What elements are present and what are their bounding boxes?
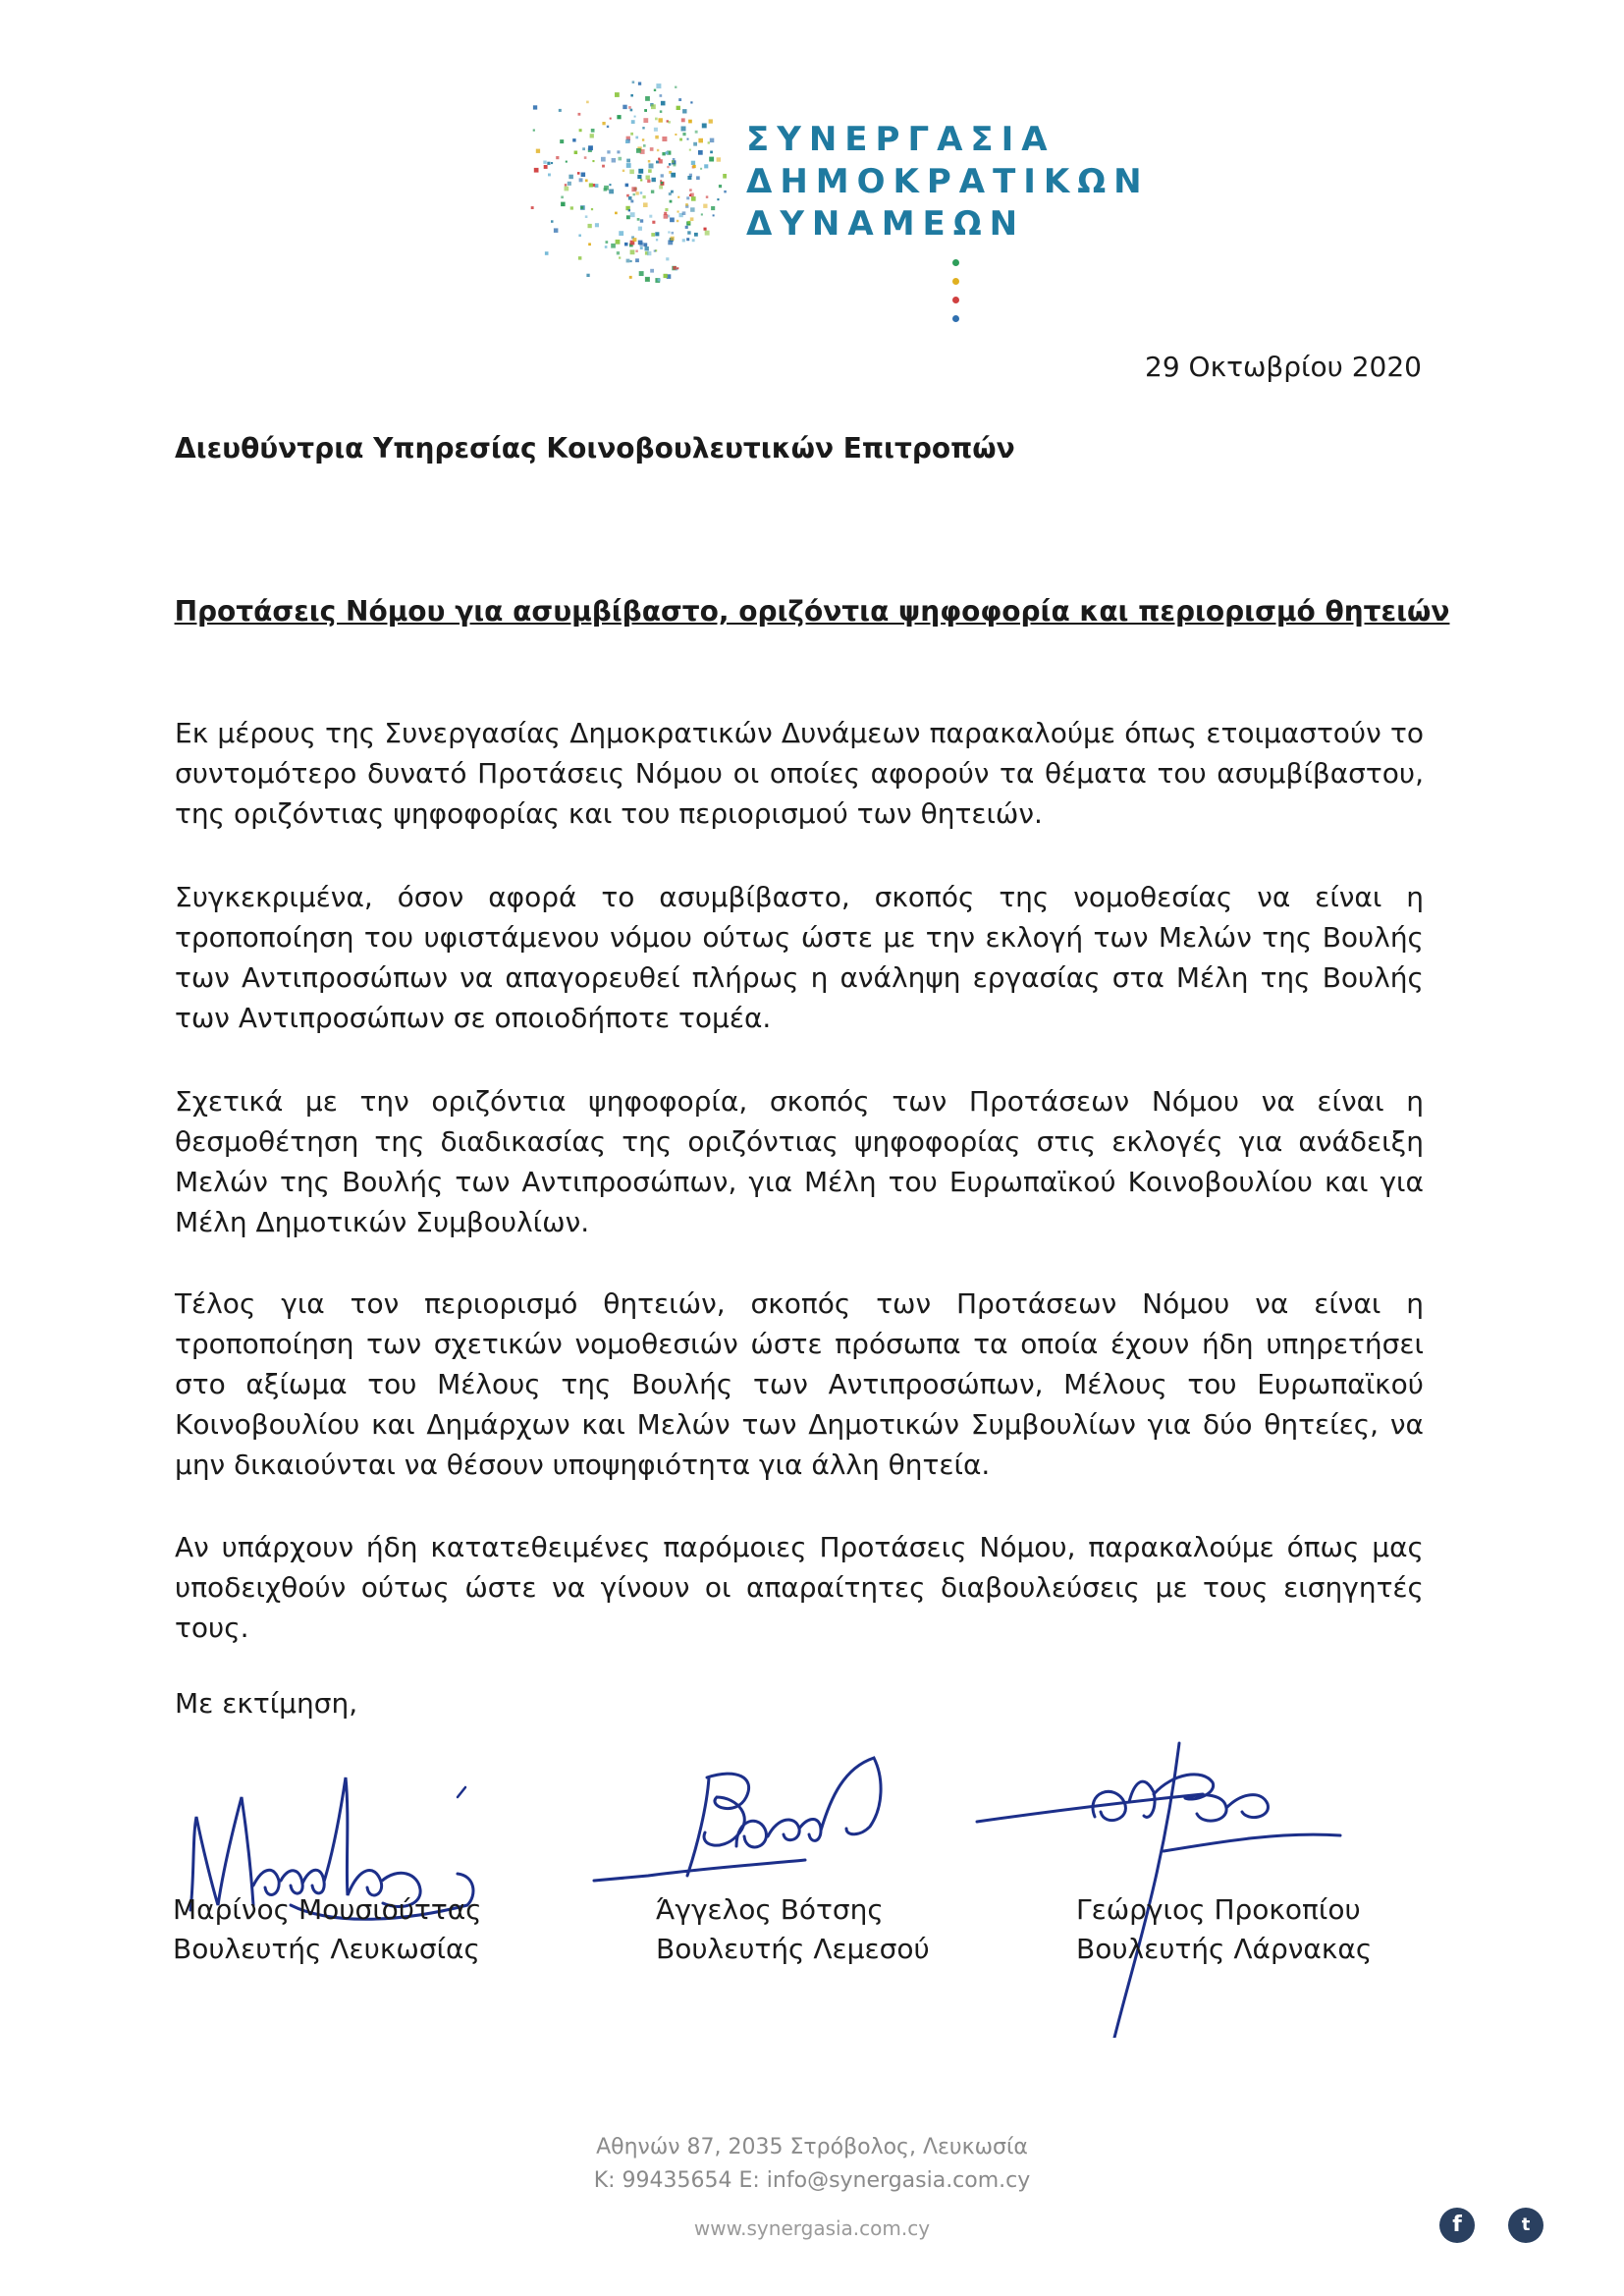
logo-pixel (548, 174, 551, 177)
logo-pixel (570, 206, 573, 209)
logo-pixel (568, 175, 573, 180)
logo-pixel (677, 211, 679, 213)
logo-pixel (660, 110, 663, 113)
logo-pixel (651, 191, 654, 193)
logo-pixel (647, 251, 651, 255)
logo-pixel (706, 195, 709, 198)
signature-3 (967, 1733, 1360, 2038)
footer-contact: K: 99435654 E: info@synergasia.com.cy (593, 2168, 1031, 2193)
logo-pixel (685, 203, 688, 206)
logo-pixel (626, 259, 630, 263)
logo-pixel (605, 246, 608, 248)
logo-pixel (656, 161, 659, 164)
logo-pixel (640, 246, 643, 249)
logo-pixel (629, 276, 632, 279)
logo-pixel (658, 158, 660, 160)
logo-pixel (602, 122, 605, 125)
logo-pixel (636, 148, 641, 153)
logo-pixel (592, 160, 594, 162)
logo-line-1: ΣΥΝΕΡΓΑΣΙΑ (746, 120, 1056, 159)
logo-pixel (639, 271, 644, 276)
logo-pixel (658, 279, 661, 282)
logo-pixel (668, 121, 671, 124)
logo-pixel (644, 109, 647, 112)
signature-2 (589, 1738, 913, 1895)
logo-pixel (669, 163, 672, 166)
subject-line: Προτάσεις Νόμου για ασυμβίβαστο, οριζόντια ψηφοφορία και περιορισμό θητειών (174, 595, 1450, 628)
logo-pixel (661, 182, 663, 184)
logo-pixel (630, 260, 632, 262)
logo-pixel (709, 119, 713, 123)
logo-pixel (668, 231, 670, 233)
logo-pixel (650, 269, 654, 273)
facebook-icon[interactable]: f (1439, 2208, 1475, 2243)
logo-pixel (704, 164, 708, 168)
logo-pixel (630, 94, 633, 97)
logo-pixel (634, 116, 636, 118)
logo-pixel (628, 209, 630, 211)
logo-pixel (635, 191, 638, 194)
logo-pixel (704, 228, 707, 231)
logo-pixel (672, 232, 675, 235)
logo-pixel (643, 195, 646, 198)
logo-pixel (651, 233, 655, 237)
logo-pixel (632, 81, 635, 83)
logo-pixel (628, 106, 631, 109)
logo-pixel (631, 187, 636, 191)
logo-dot (952, 297, 959, 303)
logo-pixel (643, 144, 646, 147)
logo-pixel (601, 157, 606, 162)
logo-pixel (719, 185, 722, 188)
logo-pixel (559, 109, 562, 112)
logo-pixel (698, 138, 703, 143)
logo-pixel (619, 157, 623, 161)
logo-pixel (628, 196, 632, 200)
logo-pixel (589, 184, 593, 188)
logo-pixel (619, 231, 623, 236)
logo-pixel (624, 243, 628, 246)
logo-pixel (623, 105, 626, 109)
logo-pixel (686, 196, 689, 199)
logo-pixel (698, 150, 703, 155)
body-paragraph: Αν υπάρχουν ήδη κατατεθειμένες παρόμοιες Προτάσεις Νόμου, παρακαλούμε όπως μας υποδειχθούν ούτως ώστε να γίνουν οι απαραίτητες διαβουλεύσεις με τους εισηγητές τους. (175, 1531, 1424, 1644)
signer-name: Γεώργιος Προκοπίου (1076, 1893, 1361, 1926)
twitter-icon[interactable]: t (1508, 2208, 1543, 2243)
logo-pixel (615, 92, 620, 97)
signer-name: Άγγελος Βότσης (656, 1893, 884, 1926)
signer-name: Μαρίνος Μουσιούττας (173, 1893, 482, 1926)
logo-pixel (690, 217, 694, 221)
logo-pixel (615, 212, 618, 215)
logo-pixel (708, 141, 710, 143)
logo-pixel (682, 211, 686, 215)
logo-pixel (561, 202, 566, 207)
logo-pixel (638, 169, 643, 174)
signer-title: Βουλευτής Λεμεσού (656, 1933, 930, 1965)
logo-pixel (565, 187, 569, 191)
logo-pixel (644, 243, 648, 246)
logo-pixel (631, 120, 635, 124)
recipient: Διευθύντρια Υπηρεσίας Κοινοβουλευτικών Επιτροπών (175, 432, 1015, 465)
logo-pixel (717, 198, 719, 200)
logo-pixel (710, 138, 715, 143)
body-paragraph: Εκ μέρους της Συνεργασίας Δημοκρατικών Δυνάμεων παρακαλούμε όπως ετοιμαστούν το συντομότερο δυνατό Προτάσεις Νόμου οι οποίες αφορούν τα θέματα του ασυμβίβαστου, της οριζόντιας ψηφοφορίας και του περιορισμού των θητειών. (175, 717, 1424, 830)
logo-pixel (654, 89, 656, 91)
logo-pixel (531, 206, 534, 209)
logo-pixel (675, 134, 677, 136)
logo-pixel (662, 137, 667, 141)
closing: Με εκτίμηση, (175, 1687, 358, 1720)
logo-pixel (635, 137, 638, 139)
logo-pixel (661, 174, 664, 177)
logo-pixel (723, 174, 727, 179)
logo-pixel (643, 118, 648, 123)
logo-pixel (645, 277, 650, 282)
logo-pixel (572, 138, 575, 141)
logo-pixel (660, 94, 663, 97)
logo-pixel (693, 165, 696, 168)
logo-pixel (577, 172, 580, 175)
logo-pixel (682, 133, 685, 136)
logo-pixel (654, 128, 658, 132)
logo-pixel (586, 274, 589, 277)
logo-pixel (671, 237, 675, 241)
logo-pixel (551, 220, 554, 223)
logo-pixel (643, 202, 648, 207)
logo-pixel (595, 184, 599, 188)
logo-pixel (633, 193, 635, 195)
logo-pixel (666, 257, 669, 260)
logo-pixel (655, 136, 659, 139)
logo-pixel (533, 130, 535, 132)
logo-pixel (588, 243, 591, 246)
logo-pixel (630, 212, 635, 217)
logo-pixel (671, 173, 676, 178)
logo-pixel (612, 158, 617, 163)
logo-pixel (648, 169, 652, 173)
logo-pixel (659, 186, 663, 190)
logo-pixel (690, 207, 695, 212)
body-paragraph: Τέλος για τον περιορισμό θητειών, σκοπός των Προτάσεων Νόμου να είναι η τροποποίηση των σχετικών νομοθεσιών ώστε πρόσωπα τα οποία έχουν ήδη υπηρετήσει στο αξίωμα του Μέλους της Βουλής των Αντιπροσώπων, Μέλους του Ευρωπαϊκού Κοινοβουλίου και Δημάρχων και Μελών των Δημοτικών Συμβουλίων για δύο θητείες, να μην δικαιούνται να θέσουν υποψηφιότητα για άλλη θητεία. (175, 1287, 1424, 1481)
logo-dot (952, 259, 959, 266)
logo-pixel (671, 191, 674, 193)
logo-pixel (696, 176, 700, 180)
logo-pixel (691, 196, 696, 201)
logo-pixel (690, 101, 692, 103)
logo-pixel (675, 86, 677, 88)
logo-dot (952, 278, 959, 285)
logo-pixel (646, 176, 650, 180)
logo-pixel (609, 190, 614, 194)
logo-pixel (607, 150, 610, 153)
logo-pixel (681, 127, 686, 132)
logo-pixel (660, 180, 662, 182)
logo-pixel (607, 126, 609, 128)
logo-pixel (556, 156, 559, 159)
logo-pixel (635, 250, 637, 252)
logo-pixel (610, 118, 612, 120)
signer-title: Βουλευτής Λευκωσίας (173, 1933, 480, 1965)
logo-pixel (590, 134, 594, 137)
logo-pixel (579, 178, 583, 182)
logo-pixel (640, 219, 643, 222)
logo-pixel (602, 165, 605, 168)
logo-pixel (581, 173, 586, 178)
logo-pixel (649, 163, 654, 168)
logo-pixel (673, 266, 677, 270)
logo-pixel (568, 182, 571, 186)
logo-pixel (682, 239, 685, 242)
logo-pixel (591, 208, 593, 210)
logo-pixel (588, 145, 593, 150)
logo-pixel (630, 249, 635, 254)
logo-pixel (642, 138, 644, 140)
logo-pixel (586, 101, 589, 104)
logo-pixel (544, 165, 548, 169)
logo-pixel (640, 191, 643, 194)
logo-pixel (654, 250, 656, 252)
logo-pixel (686, 238, 689, 241)
logo-pixel (681, 118, 685, 122)
logo-pixel (623, 170, 624, 172)
logo-line-2: ΔΗΜΟΚΡΑΤΙΚΩΝ (746, 162, 1150, 201)
logo-pixel (666, 151, 669, 154)
logo-pixel (664, 274, 668, 278)
logo-pixel (619, 256, 621, 258)
dotted-head-logo-icon (530, 79, 727, 285)
logo-pixel (637, 218, 640, 221)
body-paragraph: Συγκεκριμένα, όσον αφορά το ασυμβίβαστο, σκοπός της νομοθεσίας να είναι η τροποποίηση του υφιστάμενου νόμου ούτως ώστε με την εκλογή των Μελών της Βουλής των Αντιπροσώπων να απαγορευθεί πλήρως η ανάληψη εργασίας στα Μέλη της Βουλής των Αντιπροσώπων σε οποιοδήποτε τομέα. (175, 881, 1424, 1034)
logo-pixel (582, 147, 585, 150)
logo-pixel (652, 178, 656, 182)
logo-pixel (645, 96, 650, 101)
logo-pixel (689, 189, 692, 191)
logo-pixel (560, 139, 564, 143)
logo-pixel (640, 179, 642, 181)
logo-pixel (677, 106, 680, 110)
logo-pixel (591, 129, 595, 133)
logo-pixel (665, 208, 668, 211)
logo-pixel (692, 239, 695, 242)
logo-pixel (551, 162, 553, 164)
logo-pixel (667, 166, 669, 168)
logo-pixel (578, 256, 582, 260)
logo-pixel (687, 138, 689, 140)
logo-pixel (711, 206, 715, 210)
logo-pixel (578, 235, 581, 238)
logo-pixel (566, 161, 568, 163)
logo-pixel (629, 170, 634, 175)
logo-pixel (710, 151, 713, 154)
logo-pixel (673, 163, 676, 166)
logo-pixel (626, 163, 631, 168)
logo-pixel (585, 215, 588, 218)
logo-pixel (533, 105, 537, 109)
logo-pixel (649, 215, 652, 218)
logo-pixel (617, 115, 621, 119)
logo-pixel (677, 196, 679, 198)
logo-pixel (645, 246, 649, 250)
logo-pixel (565, 184, 567, 186)
logo-pixel (703, 204, 707, 208)
logo-pixel (687, 231, 690, 234)
logo-pixel (554, 228, 559, 233)
logo-pixel (659, 118, 663, 122)
logo-pixel (637, 175, 641, 179)
logo-pixel (638, 227, 642, 231)
logo-pixel (617, 251, 620, 254)
logo-pixel (545, 251, 549, 255)
logo-pixel (656, 83, 661, 88)
logo-pixel (694, 233, 698, 237)
logo-pixel (709, 157, 714, 162)
logo-pixel (585, 180, 588, 183)
logo-pixel (650, 147, 654, 151)
logo-pixel (662, 152, 665, 155)
logo-pixel (595, 223, 599, 227)
logo-pixel (670, 218, 675, 223)
logo-pixel (625, 184, 629, 188)
logo-pixel (702, 124, 707, 129)
logo-pixel (689, 149, 691, 151)
logo-line-3: ΔΥΝΑΜΕΩΝ (746, 204, 1026, 244)
logo-pixel (652, 221, 655, 224)
logo-pixel (588, 224, 592, 228)
logo-pixel (661, 101, 666, 106)
logo-pixel (626, 215, 630, 219)
logo-pixel (606, 241, 609, 244)
logo-pixel (639, 243, 643, 246)
logo-pixel (713, 214, 715, 216)
logo-pixel (630, 133, 633, 136)
signer-3 (1076, 1890, 1372, 1969)
logo-pixel (687, 221, 690, 224)
logo-pixel (679, 138, 682, 141)
logo-pixel (689, 174, 692, 177)
logo-pixel (677, 220, 678, 222)
logo-pixel (657, 149, 659, 151)
logo-pixel (543, 161, 546, 164)
body-paragraph: Σχετικά με την οριζόντια ψηφοφορία, σκοπός των Προτάσεων Νόμου να είναι η θεσμοθέτηση της διαδικασίας της οριζόντιας ψηφοφορίας στις εκλογές για ανάδειξη Μελών της Βουλής των Αντιπροσώπων, για Μέλη του Ευρωπαϊκού Κοινοβουλίου και για Μέλη Δημοτικών Συμβουλίων. (175, 1085, 1424, 1238)
logo-pixel (693, 142, 697, 146)
logo-pixel (682, 109, 686, 113)
logo-pixel (705, 231, 710, 236)
logo-pixel (685, 226, 688, 229)
logo-pixel (638, 82, 641, 85)
logo-pixel (626, 159, 630, 163)
logo-pixel (651, 104, 656, 109)
logo-pixel (695, 131, 698, 134)
logo-pixel (584, 156, 587, 159)
logo-pixel (724, 191, 727, 193)
logo-pixel (547, 162, 550, 165)
logo-pixel (691, 161, 695, 165)
logo-pixel (677, 267, 678, 269)
logo-pixel (647, 180, 650, 183)
logo-pixel (690, 193, 694, 197)
logo-pixel (611, 244, 616, 248)
logo-pixel (580, 206, 583, 209)
logo-pixel (536, 149, 540, 153)
logo-dot (952, 315, 959, 322)
logo-pixel (655, 232, 659, 236)
logo-pixel (630, 109, 633, 112)
logo-pixel (664, 214, 669, 219)
logo-pixel (656, 239, 658, 241)
logo-pixel (574, 151, 578, 155)
logo-pixel (635, 258, 639, 262)
logo-pixel (630, 200, 633, 203)
logo-pixel (701, 213, 703, 215)
logo-pixel (700, 168, 702, 170)
logo-pixel (678, 98, 681, 101)
footer-address: Αθηνών 87, 2035 Στρόβολος, Λευκωσία (596, 2135, 1028, 2159)
logo-pixel (672, 160, 675, 163)
logo-pixel (625, 139, 629, 143)
signer-title: Βουλευτής Λάρνακας (1076, 1933, 1373, 1965)
logo-pixel (561, 196, 564, 199)
logo-pixel (670, 200, 673, 203)
logo-pixel (655, 118, 658, 121)
logo-pixel (642, 127, 644, 129)
logo-pixel (534, 168, 539, 173)
signer-2 (656, 1890, 930, 1969)
footer-website[interactable]: www.synergasia.com.cy (693, 2216, 931, 2240)
letter-date: 29 Οκτωβρίου 2020 (1145, 351, 1422, 383)
logo-pixel (717, 157, 721, 161)
logo-color-dots (952, 251, 970, 261)
logo-pixel (578, 113, 581, 116)
logo-pixel (648, 160, 651, 163)
logo-pixel (688, 120, 692, 124)
logo-pixel (604, 186, 609, 191)
logo-pixel (616, 240, 621, 245)
logo-pixel (632, 238, 636, 242)
logo-pixel (609, 184, 611, 186)
logo-pixel (668, 240, 673, 245)
signer-1 (173, 1890, 482, 1969)
logo-pixel (617, 150, 620, 153)
logo-pixel (579, 129, 582, 132)
